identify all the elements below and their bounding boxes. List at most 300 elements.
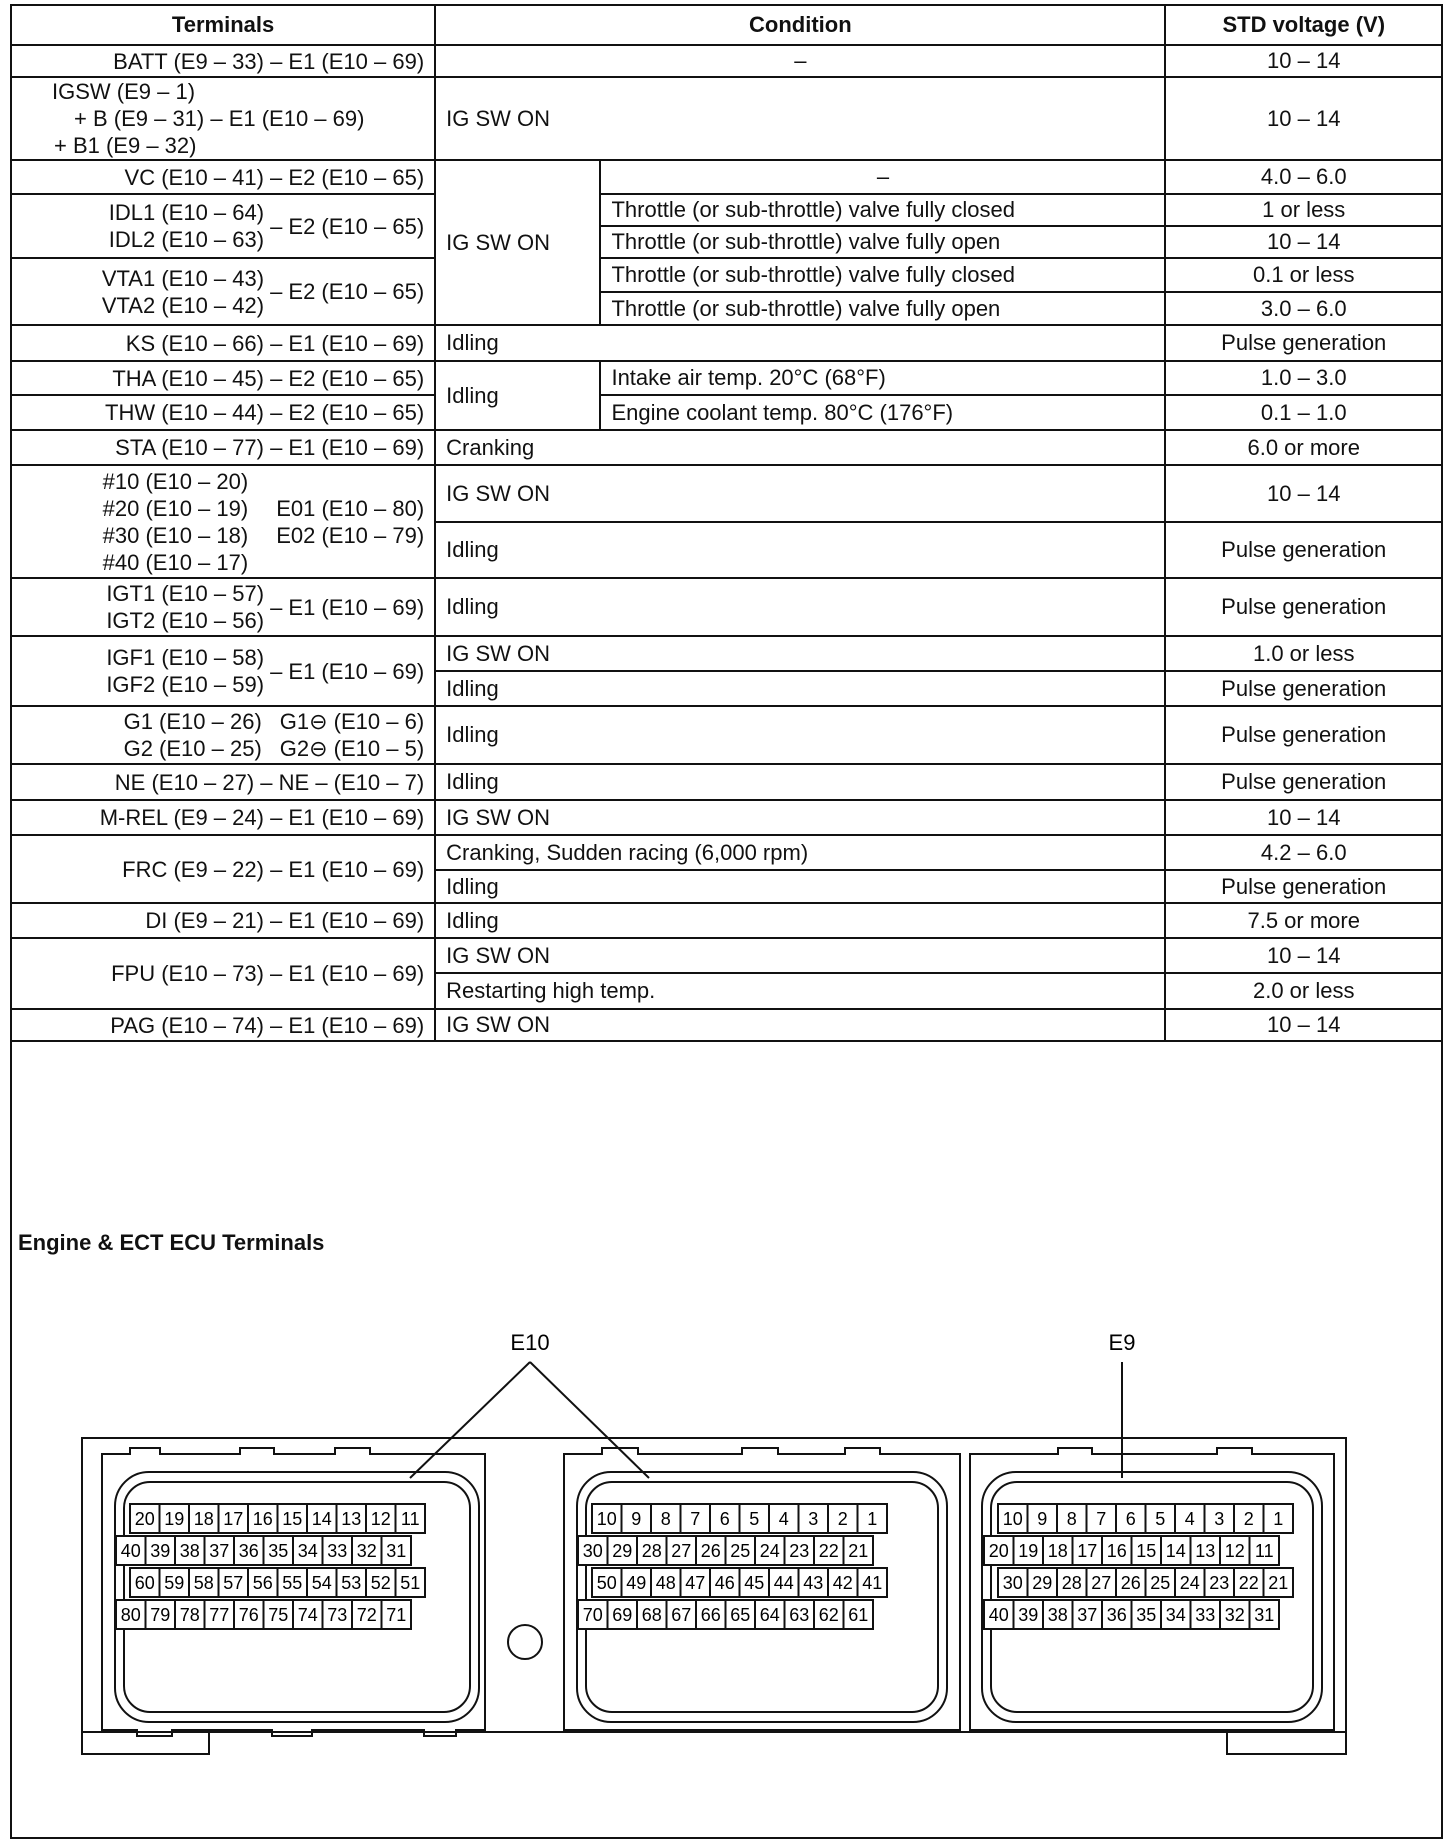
pin-number: 2 [837,1509,848,1529]
e9-pin [998,1504,1028,1533]
header-terminals: Terminals [12,6,435,45]
condition-cell: Cranking, Sudden racing (6,000 rpm) [435,835,1165,870]
pin-number: 40 [120,1541,141,1561]
terminal-cell: KS (E10 – 66) – E1 (E10 – 69) [12,325,435,361]
e10-right-pin [726,1536,756,1565]
sub-condition-cell: Intake air temp. 20°C (68°F) [600,361,1165,395]
e9-pin [1264,1568,1294,1597]
header-std-voltage: STD voltage (V) [1165,6,1441,45]
e10-left-pin [116,1536,146,1565]
e9-pin [1102,1600,1132,1629]
table-row [12,361,1441,395]
condition-cell: Idling [435,325,1165,361]
e9-pin [1057,1568,1087,1597]
condition-cell: IG SW ON [435,800,1165,835]
e9-pin [1043,1600,1073,1629]
e10-left-pin [189,1504,219,1533]
terminal-ground: – E1 (E10 – 69) [270,594,425,620]
table-row [12,706,1441,764]
pin-number: 9 [1037,1509,1048,1529]
terminal-line: + B1 (E9 – 32) [54,133,197,158]
pin-number: 64 [759,1605,780,1625]
table-row [12,903,1441,938]
voltage-cell: 0.1 – 1.0 [1165,395,1441,430]
e9-label: E9 [1108,1330,1136,1355]
pin-number: 13 [341,1509,362,1529]
condition-cell: Idling [435,671,1165,706]
terminal-cell: DI (E9 – 21) – E1 (E10 – 69) [12,903,435,938]
pin-number: 54 [311,1573,332,1593]
pin-number: 5 [749,1509,760,1529]
e10-right-pin [578,1536,608,1565]
pin-number: 80 [120,1605,141,1625]
terminal-line: IGT1 (E10 – 57) [106,581,265,606]
sub-condition-cell: Engine coolant temp. 80°C (176°F) [600,395,1165,430]
voltage-cell: 3.0 – 6.0 [1165,292,1441,325]
e9-pin [1132,1600,1162,1629]
e10-right-pin [622,1504,652,1533]
terminal-line: E01 (E10 – 80) [276,495,425,521]
e10-left-pin [189,1568,219,1597]
pin-number: 45 [744,1573,765,1593]
pin-number: 8 [1066,1509,1077,1529]
voltage-cell: 4.2 – 6.0 [1165,835,1441,870]
e10-right-pin [592,1568,622,1597]
pin-number: 4 [1184,1509,1195,1529]
voltage-cell: 4.0 – 6.0 [1165,160,1441,194]
e10-left-pin [248,1568,278,1597]
terminal-line: #30 (E10 – 18) [102,522,249,548]
e10-right-pin [785,1600,815,1629]
e10-right-pin [726,1600,756,1629]
voltage-cell: 10 – 14 [1165,45,1441,77]
pin-number: 55 [282,1573,303,1593]
voltage-cell: 1.0 or less [1165,636,1441,671]
voltage-cell: 10 – 14 [1165,800,1441,835]
pin-number: 58 [193,1573,214,1593]
terminal-cell: NE (E10 – 27) – NE – (E10 – 7) [12,764,435,800]
e10-leader-left [410,1362,530,1478]
e10-left-pin [352,1600,382,1629]
e10-left-pin [382,1600,412,1629]
voltage-cell: Pulse generation [1165,706,1441,764]
pin-number: 20 [134,1509,155,1529]
e10-left-pin [130,1568,160,1597]
pin-number: 74 [297,1605,318,1625]
pin-number: 10 [1002,1509,1023,1529]
pin-number: 72 [356,1605,377,1625]
terminal-cell: FRC (E9 – 22) – E1 (E10 – 69) [12,835,435,903]
terminal-line: G1⊖ (E10 – 6) [279,709,425,734]
pin-number: 16 [252,1509,273,1529]
sub-condition-cell: Throttle (or sub-throttle) valve fully open [600,292,1165,325]
e10-right-pin [681,1504,711,1533]
condition-cell: IG SW ON [435,160,600,325]
e9-pin [1161,1536,1191,1565]
e9-pin [1043,1536,1073,1565]
pin-number: 38 [1047,1605,1068,1625]
e9-pin [1220,1600,1250,1629]
e10-left-pin [205,1536,235,1565]
pin-number: 12 [1224,1541,1245,1561]
voltage-cell: 1 or less [1165,194,1441,226]
table-row [12,636,1441,671]
condition-cell: Idling [435,361,600,430]
e9-pin [1146,1568,1176,1597]
pin-number: 3 [1214,1509,1225,1529]
e10-right-pin [696,1600,726,1629]
e10-left-pin [234,1600,264,1629]
pin-number: 19 [1018,1541,1039,1561]
e10-left-pin [366,1568,396,1597]
pin-number: 6 [719,1509,730,1529]
pin-number: 15 [282,1509,303,1529]
condition-cell: IG SW ON [435,636,1165,671]
e10-right-pin [710,1568,740,1597]
terminal-cell: BATT (E9 – 33) – E1 (E10 – 69) [12,45,435,77]
pin-number: 49 [626,1573,647,1593]
pin-number: 16 [1106,1541,1127,1561]
pin-number: 24 [759,1541,780,1561]
e10-left-pin [160,1568,190,1597]
e10-left-pin [352,1536,382,1565]
pin-number: 36 [1106,1605,1127,1625]
pin-number: 7 [690,1509,701,1529]
pin-number: 48 [655,1573,676,1593]
pin-number: 46 [714,1573,735,1593]
sub-condition-cell: – [600,160,1165,194]
pin-number: 18 [1047,1541,1068,1561]
e10-right-pin [858,1568,888,1597]
table-header-row [12,6,1441,45]
e9-pin [1234,1568,1264,1597]
pin-number: 77 [209,1605,230,1625]
e10-right-pin [740,1568,770,1597]
e9-pin [1014,1536,1044,1565]
pin-number: 37 [209,1541,230,1561]
pin-number: 32 [356,1541,377,1561]
pin-number: 14 [1165,1541,1186,1561]
condition-cell: Cranking [435,430,1165,465]
e10-left-pin [366,1504,396,1533]
condition-cell: Idling [435,870,1165,903]
pin-number: 76 [238,1605,259,1625]
voltage-cell: 10 – 14 [1165,226,1441,258]
pin-number: 35 [1136,1605,1157,1625]
terminal-line: #20 (E10 – 19) [102,495,249,521]
e10-right-pin [858,1504,888,1533]
terminal-line: IGF1 (E10 – 58) [106,645,265,670]
pin-number: 67 [671,1605,692,1625]
e9-pin [1102,1536,1132,1565]
pin-number: 31 [1254,1605,1275,1625]
e10-left-pin [146,1536,176,1565]
pin-number: 1 [867,1509,878,1529]
pin-number: 12 [370,1509,391,1529]
e10-right-pin [667,1536,697,1565]
e10-right-pin [844,1600,874,1629]
e10-right-pin [667,1600,697,1629]
table-row [12,160,1441,194]
terminal-line: VTA1 (E10 – 43) [101,265,265,291]
e9-pin [1205,1568,1235,1597]
pin-number: 15 [1136,1541,1157,1561]
pin-number: 11 [400,1509,420,1529]
e10-right-pin [637,1600,667,1629]
pin-number: 17 [1077,1541,1098,1561]
pin-number: 29 [1032,1573,1053,1593]
pin-number: 79 [150,1605,171,1625]
e9-pin [1234,1504,1264,1533]
pin-number: 20 [988,1541,1009,1561]
pin-number: 40 [988,1605,1009,1625]
pin-number: 44 [773,1573,794,1593]
terminal-ground: – E2 (E10 – 65) [270,213,425,239]
e9-pin [1191,1600,1221,1629]
e9-pin [1132,1536,1162,1565]
pin-number: 30 [582,1541,603,1561]
pin-number: 75 [268,1605,289,1625]
diagram-title: Engine & ECT ECU Terminals [18,1230,325,1255]
voltage-cell: Pulse generation [1165,764,1441,800]
terminal-line: #40 (E10 – 17) [102,549,249,575]
pin-number: 39 [1018,1605,1039,1625]
condition-cell: Idling [435,903,1165,938]
pin-number: 65 [730,1605,751,1625]
pin-number: 23 [789,1541,810,1561]
e10-right-pin [608,1600,638,1629]
pin-number: 27 [671,1541,692,1561]
e9-pin [1250,1600,1280,1629]
e10-label: E10 [510,1330,550,1355]
e9-pin [1220,1536,1250,1565]
pin-number: 37 [1077,1605,1098,1625]
terminal-cell: VC (E10 – 41) – E2 (E10 – 65) [12,160,435,194]
voltage-cell: 10 – 14 [1165,938,1441,973]
table-row [12,77,1441,160]
pin-number: 22 [818,1541,839,1561]
terminal-line: #10 (E10 – 20) [102,468,249,494]
e10-left-pin [396,1568,426,1597]
e10-left-pin [323,1600,353,1629]
pin-number: 9 [631,1509,642,1529]
connector-drawing [12,1228,1441,1838]
pin-number: 14 [311,1509,332,1529]
table-row [12,1009,1441,1041]
e9-pin [1028,1504,1058,1533]
terminal-line: IGSW (E9 – 1) [52,79,196,104]
table-row [12,835,1441,870]
pin-number: 73 [327,1605,348,1625]
ecu-terminal-diagram [12,1228,1441,1838]
condition-cell: IG SW ON [435,938,1165,973]
e10-left-pin [307,1568,337,1597]
pin-number: 63 [789,1605,810,1625]
terminal-cell [12,706,435,764]
pin-number: 6 [1125,1509,1136,1529]
e10-left-pin [175,1536,205,1565]
e10-right-pin [755,1536,785,1565]
e10-right-pin [622,1568,652,1597]
pin-number: 19 [164,1509,185,1529]
terminal-line: IGT2 (E10 – 56) [106,608,265,633]
e9-pin [1073,1600,1103,1629]
pin-number: 56 [252,1573,273,1593]
terminal-cell [12,194,435,258]
table-row [12,938,1441,973]
e10-left-pin [337,1504,367,1533]
voltage-cell: Pulse generation [1165,578,1441,636]
pin-number: 23 [1209,1573,1230,1593]
e10-left-pin [234,1536,264,1565]
e9-pin [1205,1504,1235,1533]
e9-pin [1250,1536,1280,1565]
e10-right-pin [814,1600,844,1629]
pin-number: 24 [1179,1573,1200,1593]
pin-number: 27 [1091,1573,1112,1593]
e10-right-pin [755,1600,785,1629]
e9-pin [984,1600,1014,1629]
condition-cell: Idling [435,522,1165,578]
terminal-cell: PAG (E10 – 74) – E1 (E10 – 69) [12,1009,435,1041]
terminal-line: G2⊖ (E10 – 5) [279,736,425,761]
terminal-ground: – E2 (E10 – 65) [270,279,425,304]
pin-number: 34 [1165,1605,1186,1625]
pin-number: 60 [134,1573,155,1593]
condition-cell: Restarting high temp. [435,973,1165,1009]
terminal-line: G1 (E10 – 26) [123,709,262,734]
condition-cell: IG SW ON [435,465,1165,522]
table-row [12,258,1441,292]
pin-number: 17 [223,1509,244,1529]
pin-number: 28 [641,1541,662,1561]
e10-right-pin [696,1536,726,1565]
pin-number: 22 [1238,1573,1259,1593]
pin-number: 69 [612,1605,633,1625]
terminal-cell: THW (E10 – 44) – E2 (E10 – 65) [12,395,435,430]
pin-number: 33 [1195,1605,1216,1625]
e9-pin [1087,1504,1117,1533]
voltage-cell: 10 – 14 [1165,465,1441,522]
e9-pin [1116,1504,1146,1533]
pin-number: 32 [1224,1605,1245,1625]
pin-number: 26 [700,1541,721,1561]
terminal-voltage-table [12,6,1441,1042]
voltage-cell: Pulse generation [1165,325,1441,361]
pin-number: 2 [1243,1509,1254,1529]
condition-cell: Idling [435,578,1165,636]
pin-number: 53 [341,1573,362,1593]
pin-number: 35 [268,1541,289,1561]
pin-number: 43 [803,1573,824,1593]
e10-right-pin [740,1504,770,1533]
e10-left-pin [146,1600,176,1629]
condition-cell: Idling [435,706,1165,764]
table-row [12,194,1441,226]
voltage-cell: 1.0 – 3.0 [1165,361,1441,395]
e10-right-pin [637,1536,667,1565]
e10-right-pin [651,1568,681,1597]
e10-right-pin [592,1504,622,1533]
pin-number: 51 [400,1573,421,1593]
pin-number: 47 [685,1573,706,1593]
table-row [12,800,1441,835]
terminal-cell: FPU (E10 – 73) – E1 (E10 – 69) [12,938,435,1009]
e10-left-pin [175,1600,205,1629]
e10-right-pin [828,1568,858,1597]
condition-cell: – [435,45,1165,77]
sub-condition-cell: Throttle (or sub-throttle) valve fully closed [600,258,1165,292]
pin-number: 18 [193,1509,214,1529]
e10-right-pin [828,1504,858,1533]
terminal-line: E02 (E10 – 79) [276,522,425,548]
table-row [12,45,1441,77]
pin-number: 78 [179,1605,200,1625]
pin-number: 39 [150,1541,171,1561]
terminal-ground: – E1 (E10 – 69) [270,658,425,684]
pin-number: 42 [832,1573,853,1593]
table-row [12,430,1441,465]
e10-right-pin [769,1504,799,1533]
e10-right-pin [710,1504,740,1533]
terminal-line: + B (E9 – 31) – E1 (E10 – 69) [74,106,365,131]
table-row [12,325,1441,361]
voltage-cell: 0.1 or less [1165,258,1441,292]
table-row [12,465,1441,522]
e10-left-pin [382,1536,412,1565]
voltage-cell: Pulse generation [1165,671,1441,706]
e10-right-pin [814,1536,844,1565]
pin-number: 3 [808,1509,819,1529]
pin-number: 34 [297,1541,318,1561]
e10-right-pin [651,1504,681,1533]
condition-cell: IG SW ON [435,77,1165,160]
pin-number: 59 [164,1573,185,1593]
e10-left-pin [278,1568,308,1597]
terminal-cell [12,636,435,706]
pin-number: 38 [179,1541,200,1561]
e10-left-pin [278,1504,308,1533]
voltage-inspection-sheet [10,4,1443,1839]
pin-number: 26 [1120,1573,1141,1593]
e9-pin [1116,1568,1146,1597]
table-row [12,578,1441,636]
e10-left-pin [323,1536,353,1565]
e9-pin [1073,1536,1103,1565]
e10-right-pin [799,1504,829,1533]
e10-right-pin [769,1568,799,1597]
terminal-line: IDL1 (E10 – 64) [108,200,265,225]
pin-number: 1 [1273,1509,1284,1529]
e10-left-pin [307,1504,337,1533]
terminal-cell: M-REL (E9 – 24) – E1 (E10 – 69) [12,800,435,835]
e10-left-pin [396,1504,426,1533]
e10-left-pin [293,1600,323,1629]
pin-number: 8 [660,1509,671,1529]
terminal-cell [12,465,435,578]
e10-left-pin [116,1600,146,1629]
e10-right-pin [608,1536,638,1565]
voltage-cell: Pulse generation [1165,870,1441,903]
e9-pin [1264,1504,1294,1533]
pin-number: 10 [596,1509,617,1529]
e10-leader-right [530,1362,649,1478]
e9-pin [1146,1504,1176,1533]
pin-number: 61 [848,1605,869,1625]
terminal-line: IGF2 (E10 – 59) [106,672,265,697]
e9-pin [1028,1568,1058,1597]
terminal-cell: STA (E10 – 77) – E1 (E10 – 69) [12,430,435,465]
